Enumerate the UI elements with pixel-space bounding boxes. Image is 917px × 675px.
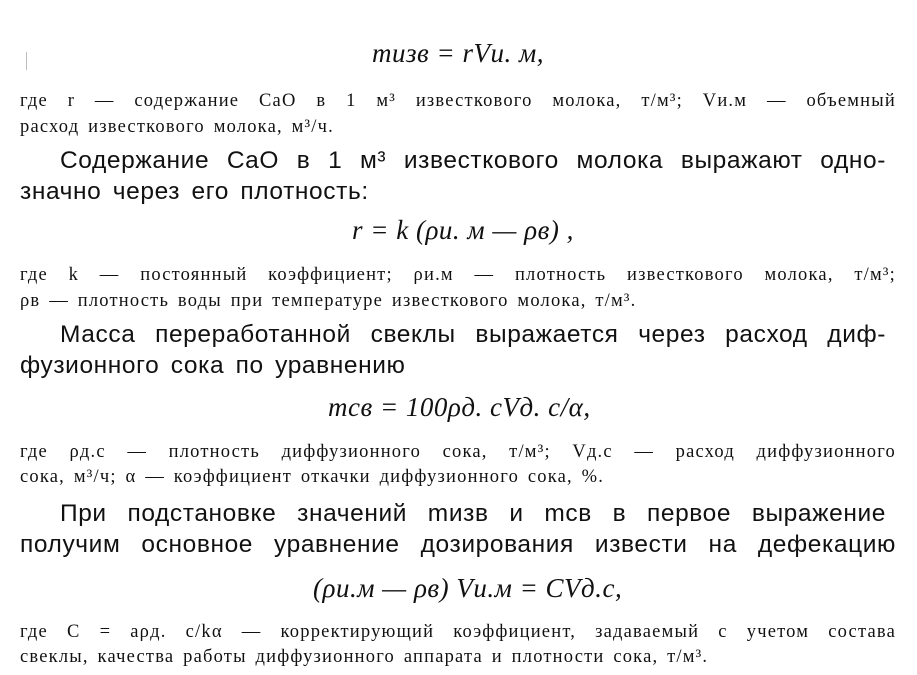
- formula-lime-mass: mизв = rVи. м,: [372, 38, 544, 68]
- definition-r-line-2: расход известкового молока, м³/ч.: [20, 117, 334, 137]
- paragraph-cao-line-2: значно через его плотность:: [20, 178, 369, 205]
- definition-c-line-2: свеклы, качества работы диффузионного аппарата и плотности сока, т/м³.: [20, 647, 709, 667]
- definition-rho-line-2: сока, м³/ч; α — коэффициент откачки диффузионного сока, %.: [20, 467, 605, 487]
- paragraph-beet-line-1: Масса переработанной свеклы выражается через расход диф-: [60, 321, 886, 348]
- scan-mark: [26, 52, 27, 70]
- definition-rho-line-1: где ρд.с — плотность диффузионного сока, т/м³; Vд.с — расход диффузионного: [20, 442, 896, 462]
- paragraph-cao-line-1: Содержание CaO в 1 м³ известкового молока выражают одно-: [60, 147, 886, 174]
- formula-density: r = k (ρи. м — ρв) ,: [352, 215, 574, 245]
- formula-dosing-equation: (ρи.м — ρв) Vи.м = CVд.с,: [313, 573, 623, 603]
- definition-c-line-1: где C = aρд. с/kα — корректирующий коэффициент, задаваемый с учетом состава: [20, 622, 896, 642]
- definition-r-line-1: где r — содержание CaO в 1 м³ известкового молока, т/м³; Vи.м — объемный: [20, 91, 896, 111]
- paragraph-beet-line-2: фузионного сока по уравнению: [20, 352, 406, 379]
- formula-beet-mass: mсв = 100ρд. сVд. с/α,: [328, 392, 591, 422]
- paragraph-substitution-line-1: При подстановке значений mизв и mсв в первое выражение: [60, 500, 886, 527]
- definition-k-line-1: где k — постоянный коэффициент; ρи.м — плотность известкового молока, т/м³;: [20, 265, 896, 285]
- paragraph-substitution-line-2: получим основное уравнение дозирования извести на дефекацию: [20, 531, 896, 558]
- definition-k-line-2: ρв — плотность воды при температуре известкового молока, т/м³.: [20, 291, 637, 311]
